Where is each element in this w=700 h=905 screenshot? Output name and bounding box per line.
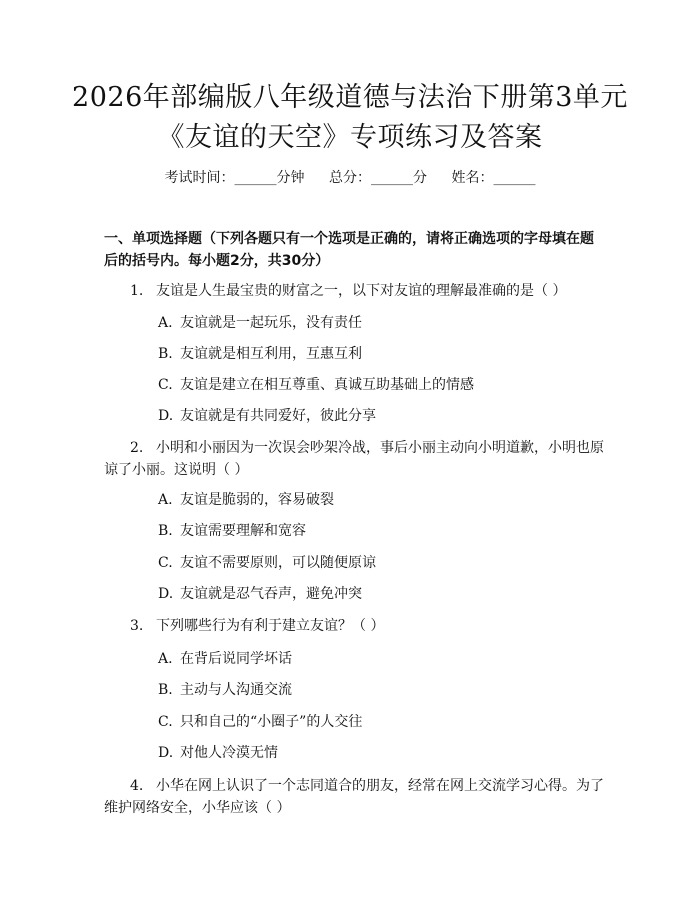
option-text: 友谊就是一起玩乐，没有责任: [180, 315, 362, 331]
question-number: 4.: [130, 778, 144, 794]
option-letter: B.: [158, 523, 173, 539]
option-letter: A.: [158, 315, 173, 331]
document-title: 2026年部编版八年级道德与法治下册第3单元《友谊的天空》专项练习及答案: [72, 82, 628, 153]
option-2c: [158, 552, 598, 574]
exam-info-line: [0, 168, 700, 188]
option-letter: B.: [158, 346, 173, 362]
option-letter: D.: [158, 408, 174, 424]
name-field: 姓名：______: [451, 170, 536, 186]
option-letter: D.: [158, 745, 174, 761]
section-heading: 一、单项选择题（下列各题只有一个选项是正确的，请将正确选项的字母填在题后的括号内。每小题2分，共30分）: [104, 231, 594, 269]
option-text: 对他人冷漠无情: [180, 745, 278, 761]
option-3b: [158, 679, 598, 701]
option-3c: [158, 711, 598, 733]
question-number: 1.: [130, 283, 144, 299]
option-2d: [158, 583, 598, 605]
option-letter: B.: [158, 682, 173, 698]
option-1c: [158, 374, 598, 396]
option-1d: [158, 405, 598, 427]
option-1a: [158, 312, 598, 334]
option-text: 友谊是建立在相互尊重、真诚互助基础上的情感: [180, 377, 474, 393]
question-text: 下列哪些行为有利于建立友谊？（ ）: [156, 618, 385, 634]
exam-time-field: 考试时间：______分钟: [164, 170, 305, 186]
option-letter: A.: [158, 492, 173, 508]
option-letter: D.: [158, 586, 174, 602]
option-2b: [158, 520, 598, 542]
option-text: 只和自己的“小圈子”的人交往: [180, 714, 363, 730]
question-text: 友谊是人生最宝贵的财富之一，以下对友谊的理解最准确的是（ ）: [156, 283, 567, 299]
question-4: [104, 775, 604, 819]
option-letter: A.: [158, 651, 173, 667]
question-number: 3.: [130, 618, 144, 634]
option-1b: [158, 343, 598, 365]
option-3a: [158, 648, 598, 670]
question-text: 小华在网上认识了一个志同道合的朋友，经常在网上交流学习心得。为了维护网络安全，小华应该（ ）: [104, 778, 604, 816]
option-text: 友谊不需要原则，可以随便原谅: [180, 555, 376, 571]
question-text: 小明和小丽因为一次误会吵架冷战，事后小丽主动向小明道歉，小明也原谅了小丽。这说明（ ）: [104, 440, 604, 478]
option-text: 友谊是脆弱的，容易破裂: [180, 492, 334, 508]
option-letter: C.: [158, 555, 173, 571]
option-letter: C.: [158, 714, 173, 730]
option-3d: [158, 742, 598, 764]
total-score-field: 总分：______分: [329, 170, 427, 186]
question-1: [104, 280, 604, 302]
option-text: 友谊就是有共同爱好，彼此分享: [180, 408, 376, 424]
option-2a: [158, 489, 598, 511]
question-number: 2.: [130, 440, 144, 456]
option-text: 友谊就是相互利用，互惠互利: [180, 346, 362, 362]
question-3: [104, 615, 604, 637]
option-letter: C.: [158, 377, 173, 393]
question-2: [104, 437, 604, 481]
option-text: 主动与人沟通交流: [180, 682, 292, 698]
option-text: 友谊就是忍气吞声，避免冲突: [180, 586, 362, 602]
option-text: 友谊需要理解和宽容: [180, 523, 306, 539]
option-text: 在背后说同学坏话: [180, 651, 292, 667]
